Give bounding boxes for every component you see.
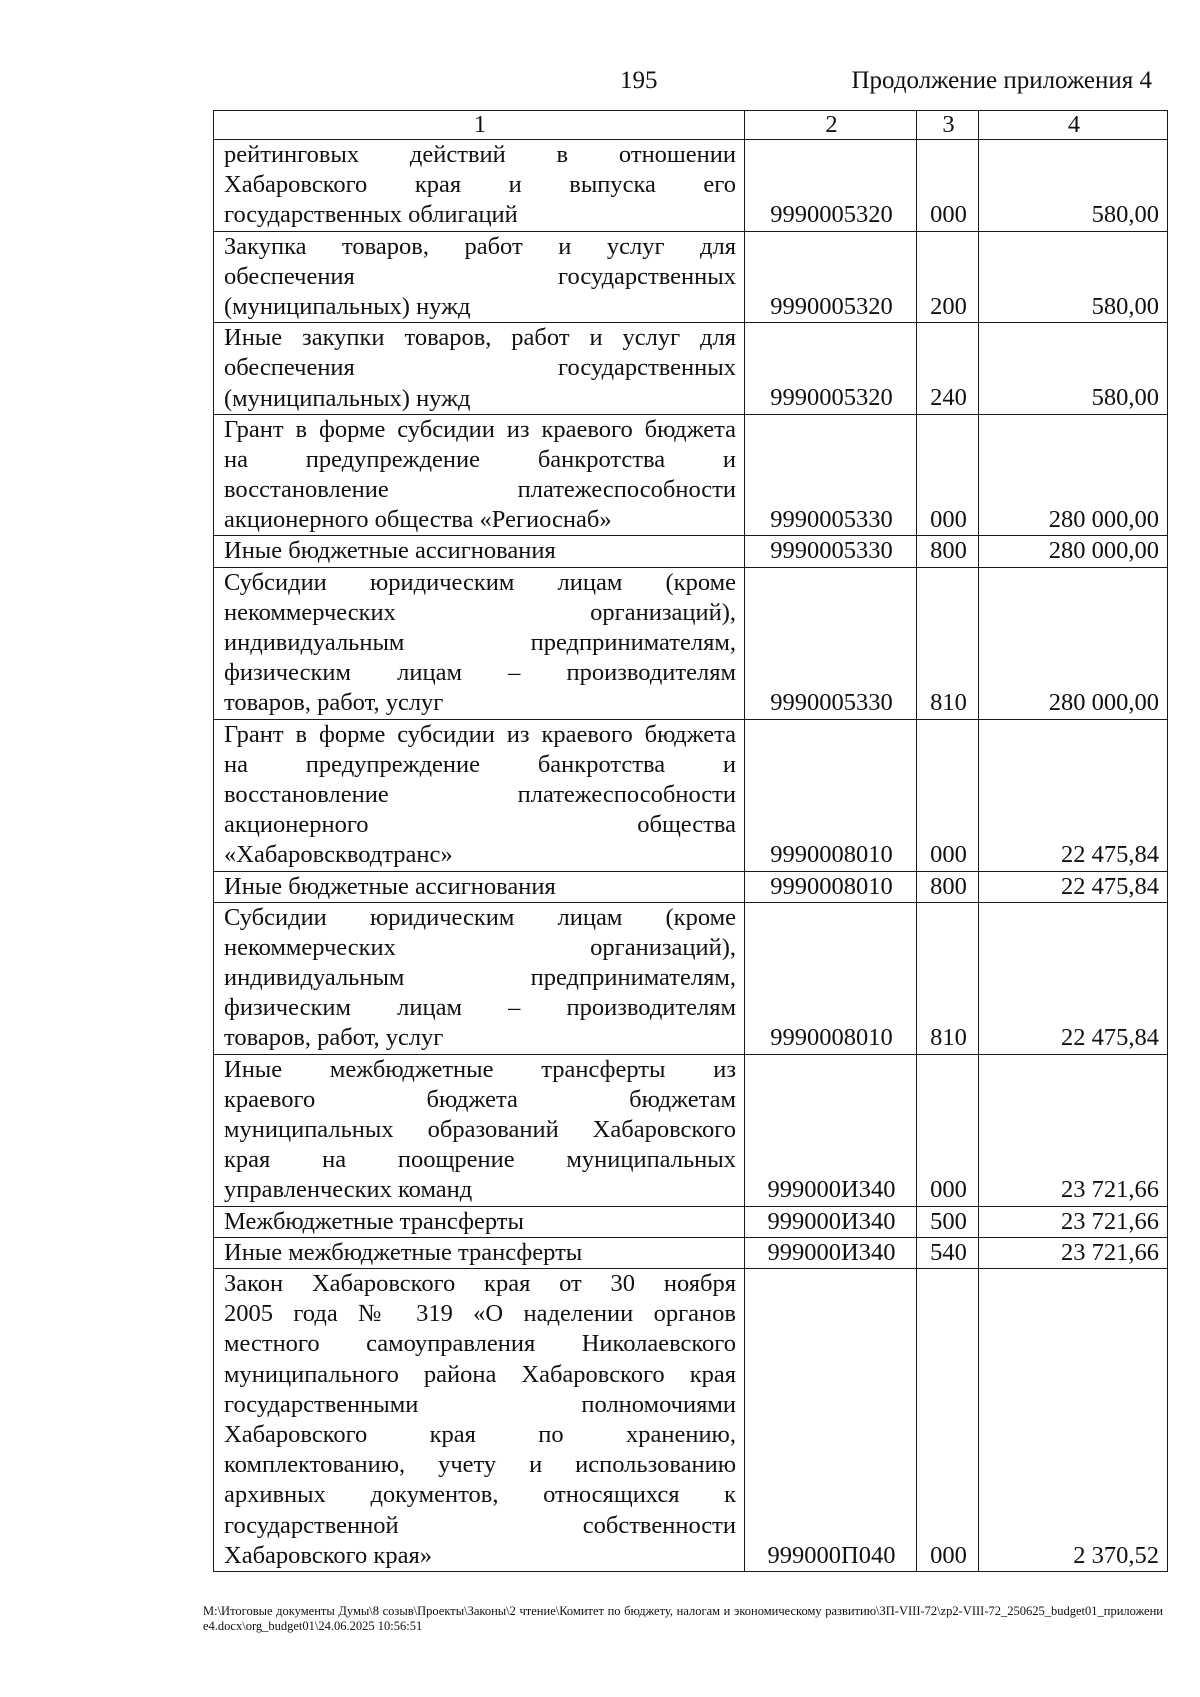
budget-item-name-line: краевого бюджета бюджетам xyxy=(224,1085,736,1113)
target-article-code: 9990008010 xyxy=(745,871,917,902)
budget-item-name-line: Иные бюджетные ассигнования xyxy=(224,537,556,565)
budget-item-name-line: края на поощрение муниципальных xyxy=(224,1146,736,1174)
budget-item-name-line: Иные межбюджетные трансферты из xyxy=(224,1055,736,1083)
amount-value: 580,00 xyxy=(979,323,1168,415)
amount-value: 580,00 xyxy=(979,231,1168,323)
budget-item-name-line: на предупреждение банкротства и xyxy=(224,445,736,473)
budget-item-name-line: индивидуальным предпринимателям, xyxy=(224,629,736,657)
amount-value: 22 475,84 xyxy=(979,902,1168,1054)
target-article-code: 9990005330 xyxy=(745,536,917,567)
budget-item-name-line: 2005 года № 319 «О наделении органов xyxy=(224,1300,736,1328)
budget-item-name-line: на предупреждение банкротства и xyxy=(224,750,736,778)
budget-item-name xyxy=(214,140,745,232)
budget-item-name-line: Субсидии юридическим лицам (кроме xyxy=(224,568,736,596)
target-article-code: 9990005330 xyxy=(745,414,917,536)
budget-item-name-line: обеспечения государственных xyxy=(224,262,736,290)
budget-item-name-line: комплектованию, учету и использованию xyxy=(224,1451,736,1479)
amount-value: 22 475,84 xyxy=(979,871,1168,902)
target-article-code: 9990005330 xyxy=(745,567,917,719)
document-file-path: M:\Итоговые документы Думы\8 созыв\Проекты\Законы\2 чтение\Комитет по бюджету, налогам и экономическому развитию\ЗП-VIII-72\zp2-VIII-72_250625_budget01_приложение4.docx\org_budget01\24.06.2025 10:56:51 xyxy=(203,1604,1163,1633)
amount-value: 22 475,84 xyxy=(979,719,1168,871)
budget-item-name-line: восстановление платежеспособности xyxy=(224,780,736,808)
table-row xyxy=(214,567,1168,719)
budget-item-name-line: Хабаровского края» xyxy=(224,1541,432,1569)
amount-value: 23 721,66 xyxy=(979,1237,1168,1268)
budget-item-name-line: физическим лицам – производителям xyxy=(224,994,736,1022)
budget-item-name xyxy=(214,902,745,1054)
expense-type-code: 000 xyxy=(917,1054,979,1206)
appendix-continuation-label: Продолжение приложения 4 xyxy=(851,67,1152,94)
budget-item-name-line: муниципального района Хабаровского края xyxy=(224,1360,736,1388)
budget-item-name-line: государственных облигаций xyxy=(224,201,518,229)
expense-type-code: 810 xyxy=(917,567,979,719)
budget-item-name xyxy=(214,871,745,902)
expense-type-code: 240 xyxy=(917,323,979,415)
expense-type-code: 000 xyxy=(917,140,979,232)
target-article-code: 999000И340 xyxy=(745,1206,917,1237)
expense-type-code: 800 xyxy=(917,536,979,567)
expense-type-code: 540 xyxy=(917,1237,979,1268)
expense-type-code: 000 xyxy=(917,414,979,536)
budget-item-name-line: государственными полномочиями xyxy=(224,1390,736,1418)
amount-value: 2 370,52 xyxy=(979,1269,1168,1572)
budget-item-name-line: обеспечения государственных xyxy=(224,354,736,382)
budget-item-name-line: индивидуальным предпринимателям, xyxy=(224,964,736,992)
budget-item-name-line: Грант в форме субсидии из краевого бюджета xyxy=(224,415,736,443)
target-article-code: 999000И340 xyxy=(745,1237,917,1268)
expense-type-code: 200 xyxy=(917,231,979,323)
budget-item-name-line: Межбюджетные трансферты xyxy=(224,1207,524,1235)
column-header-1: 1 xyxy=(214,111,745,140)
budget-item-name-line: физическим лицам – производителям xyxy=(224,659,736,687)
table-row xyxy=(214,719,1168,871)
expense-type-code: 000 xyxy=(917,719,979,871)
target-article-code: 9990005320 xyxy=(745,140,917,232)
budget-item-name xyxy=(214,1054,745,1206)
amount-value: 280 000,00 xyxy=(979,414,1168,536)
column-header-4: 4 xyxy=(979,111,1168,140)
table-row xyxy=(214,902,1168,1054)
table-row xyxy=(214,1269,1168,1572)
table-row xyxy=(214,1237,1168,1268)
expense-type-code: 500 xyxy=(917,1206,979,1237)
budget-item-name xyxy=(214,231,745,323)
target-article-code: 999000П040 xyxy=(745,1269,917,1572)
table-row xyxy=(214,414,1168,536)
budget-item-name xyxy=(214,323,745,415)
amount-value: 280 000,00 xyxy=(979,536,1168,567)
table-row xyxy=(214,1206,1168,1237)
budget-item-name-line: муниципальных образований Хабаровского xyxy=(224,1116,736,1144)
expense-type-code: 810 xyxy=(917,902,979,1054)
budget-item-name-line: «Хабаровскводтранс» xyxy=(224,841,453,869)
target-article-code: 9990008010 xyxy=(745,902,917,1054)
amount-value: 580,00 xyxy=(979,140,1168,232)
budget-item-name-line: архивных документов, относящихся к xyxy=(224,1481,736,1509)
budget-item-name-line: восстановление платежеспособности xyxy=(224,476,736,504)
target-article-code: 999000И340 xyxy=(745,1054,917,1206)
budget-item-name xyxy=(214,719,745,871)
budget-item-name-line: местного самоуправления Николаевского xyxy=(224,1330,736,1358)
budget-item-name-line: товаров, работ, услуг xyxy=(224,689,444,717)
budget-item-name xyxy=(214,1237,745,1268)
budget-item-name-line: товаров, работ, услуг xyxy=(224,1024,444,1052)
budget-item-name-line: некоммерческих организаций), xyxy=(224,933,736,961)
budget-item-name-line: Закупка товаров, работ и услуг для xyxy=(224,232,736,260)
target-article-code: 9990008010 xyxy=(745,719,917,871)
page-number: 195 xyxy=(620,67,658,94)
budget-item-name-line: Хабаровского края и выпуска его xyxy=(224,171,736,199)
table-row xyxy=(214,323,1168,415)
budget-item-name-line: (муниципальных) нужд xyxy=(224,292,471,320)
amount-value: 23 721,66 xyxy=(979,1054,1168,1206)
budget-item-name-line: Хабаровского края по хранению, xyxy=(224,1420,736,1448)
budget-item-name-line: Субсидии юридическим лицам (кроме xyxy=(224,903,736,931)
budget-item-name-line: некоммерческих организаций), xyxy=(224,598,736,626)
amount-value: 280 000,00 xyxy=(979,567,1168,719)
budget-item-name-line: Иные закупки товаров, работ и услуг для xyxy=(224,324,736,352)
budget-item-name-line: Иные межбюджетные трансферты xyxy=(224,1238,583,1266)
budget-item-name xyxy=(214,567,745,719)
target-article-code: 9990005320 xyxy=(745,323,917,415)
budget-item-name xyxy=(214,1269,745,1572)
table-row xyxy=(214,1054,1168,1206)
table-row xyxy=(214,231,1168,323)
budget-item-name xyxy=(214,536,745,567)
amount-value: 23 721,66 xyxy=(979,1206,1168,1237)
expense-type-code: 800 xyxy=(917,871,979,902)
budget-item-name-line: акционерного общества «Региоснаб» xyxy=(224,506,612,534)
target-article-code: 9990005320 xyxy=(745,231,917,323)
table-row xyxy=(214,140,1168,232)
budget-item-name-line: государственной собственности xyxy=(224,1511,736,1539)
budget-item-name-line: Грант в форме субсидии из краевого бюджета xyxy=(224,720,736,748)
budget-item-name-line: Иные бюджетные ассигнования xyxy=(224,872,556,900)
table-row xyxy=(214,871,1168,902)
budget-item-name-line: рейтинговых действий в отношении xyxy=(224,141,736,168)
budget-item-name-line: (муниципальных) нужд xyxy=(224,384,471,412)
column-header-2: 2 xyxy=(745,111,917,140)
budget-item-name xyxy=(214,414,745,536)
expense-type-code: 000 xyxy=(917,1269,979,1572)
budget-table-body xyxy=(214,140,1168,1572)
table-header-row xyxy=(214,111,1168,140)
table-row xyxy=(214,536,1168,567)
budget-item-name-line: управленческих команд xyxy=(224,1176,473,1204)
column-header-3: 3 xyxy=(917,111,979,140)
budget-item-name xyxy=(214,1206,745,1237)
budget-item-name-line: Закон Хабаровского края от 30 ноября xyxy=(224,1270,736,1297)
budget-table xyxy=(213,110,1168,1572)
budget-item-name-line: акционерного общества xyxy=(224,811,736,839)
